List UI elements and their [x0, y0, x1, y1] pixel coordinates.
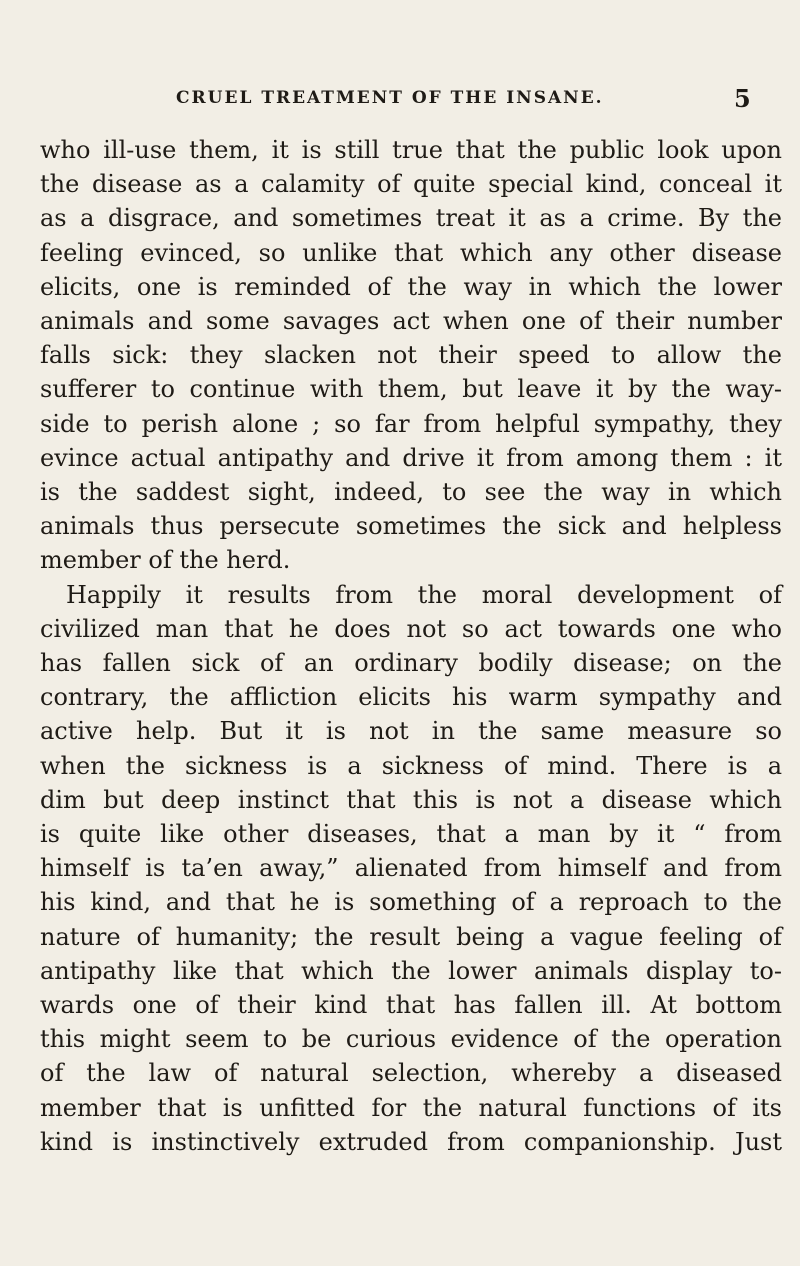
text-line: feeling evinced, so unlike that which any other disease — [40, 238, 782, 267]
text-line: his kind, and that he is something of a reproach to the — [40, 888, 782, 917]
text-line: contrary, the affliction elicits his warm sympathy and — [40, 683, 782, 712]
text-line: dim but deep instinct that this is not a disease which — [40, 785, 782, 814]
text-line: active help. But it is not in the same measure so — [40, 717, 782, 746]
text-line: side to perish alone ; so far from helpful sympathy, they — [40, 409, 782, 438]
text-line: kind is instinctively extruded from companionship. Just — [40, 1127, 782, 1156]
text-line: member that is unfitted for the natural functions of its — [40, 1093, 782, 1122]
text-line: antipathy like that which the lower animals display to- — [40, 956, 782, 985]
text-line: falls sick: they slacken not their speed to allow the — [40, 341, 782, 370]
body-text — [40, 133, 782, 1159]
text-line: is quite like other diseases, that a man by it “ from — [40, 820, 782, 849]
text-line: this might seem to be curious evidence of the operation — [40, 1025, 782, 1054]
text-line: animals thus persecute sometimes the sick and helpless — [40, 512, 782, 541]
text-line: the disease as a calamity of quite special kind, conceal it — [40, 170, 782, 199]
text-line: elicits, one is reminded of the way in which the lower — [40, 272, 782, 301]
text-line: has fallen sick of an ordinary bodily disease; on the — [40, 649, 782, 678]
text-line: nature of humanity; the result being a vague feeling of — [40, 922, 782, 951]
text-line: member of the herd. — [40, 546, 291, 575]
text-line: animals and some savages act when one of their number — [40, 307, 782, 336]
page-number: 5 — [734, 84, 751, 113]
text-line: sufferer to continue with them, but leave it by the way- — [40, 375, 782, 404]
text-line: himself is ta’en away,” alienated from himself and from — [40, 854, 782, 883]
running-head: CRUEL TREATMENT OF THE INSANE. — [176, 88, 604, 108]
text-line: wards one of their kind that has fallen ill. At bottom — [40, 991, 782, 1020]
text-line: Happily it results from the moral development of — [66, 580, 782, 609]
text-line: who ill-use them, it is still true that the public look upon — [40, 136, 782, 164]
text-line: when the sickness is a sickness of mind. There is a — [40, 751, 782, 780]
text-line: is the saddest sight, indeed, to see the way in which — [40, 478, 782, 507]
text-line: evince actual antipathy and drive it from among them : it — [40, 443, 782, 472]
text-line: of the law of natural selection, whereby a diseased — [40, 1059, 782, 1088]
text-line: as a disgrace, and sometimes treat it as a crime. By the — [40, 204, 782, 233]
text-line: civilized man that he does not so act towards one who — [40, 614, 782, 643]
